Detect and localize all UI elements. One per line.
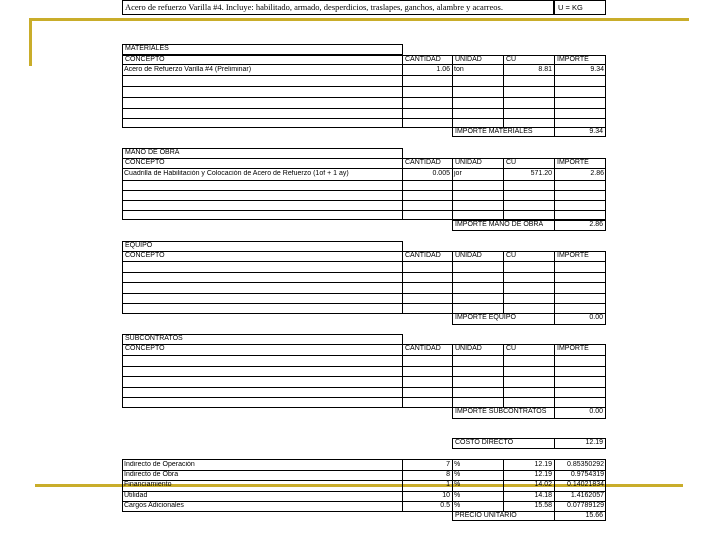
col-cantidad: CANTIDAD bbox=[402, 158, 453, 169]
total-label: IMPORTE SUBCONTRATOS bbox=[452, 407, 555, 419]
col-importe: IMPORTE bbox=[554, 55, 606, 65]
table-row-base: 14.02 bbox=[534, 481, 552, 488]
table-row-importe: 0.85350292 bbox=[567, 461, 604, 468]
table-row-concepto: Financiamiento bbox=[124, 481, 172, 488]
table-row-concepto: Indirecto de Obra bbox=[124, 471, 179, 478]
table-row-cantidad: 1.06 bbox=[436, 66, 450, 73]
table-row-pct: 10 bbox=[442, 492, 450, 499]
col-cantidad: CANTIDAD bbox=[402, 344, 453, 356]
costo-directo-label: COSTO DIRECTO bbox=[452, 438, 555, 449]
total-value: 0.00 bbox=[554, 407, 606, 419]
table-row-base: 15.58 bbox=[534, 502, 552, 509]
precio-unitario-label: PRECIO UNITARIO bbox=[452, 511, 555, 521]
table-row-concepto: Cargos Adicionales bbox=[124, 502, 184, 509]
costo-directo-value: 12.19 bbox=[554, 438, 606, 449]
col-concepto: CONCEPTO bbox=[122, 344, 403, 356]
table-row-unit: % bbox=[454, 502, 461, 509]
table-row-importe: 0.07789129 bbox=[567, 502, 604, 509]
col-importe: IMPORTE bbox=[554, 344, 606, 356]
table-row-unit: % bbox=[454, 461, 461, 468]
total-value: 9.34 bbox=[554, 127, 606, 137]
col-importe: IMPORTE bbox=[554, 251, 606, 262]
col-cu: CU bbox=[503, 55, 555, 65]
col-importe: IMPORTE bbox=[554, 158, 606, 169]
section-heading: SUBCONTRATOS bbox=[122, 334, 403, 345]
col-concepto: CONCEPTO bbox=[122, 55, 403, 65]
total-value: 0.00 bbox=[554, 313, 606, 325]
table-row-concepto: Utilidad bbox=[124, 492, 148, 499]
table-row-importe: 0.14021834 bbox=[567, 481, 604, 488]
activity-unit: U = KG bbox=[554, 0, 606, 15]
table-body bbox=[122, 261, 606, 314]
table-row-unit: % bbox=[454, 492, 461, 499]
activity-title: Acero de refuerzo Varilla #4. Incluye: habilitado, armado, desperdicios, traslapes, ganchos, alambre y acarreos. bbox=[122, 0, 554, 15]
table-body bbox=[122, 355, 606, 408]
col-unidad: UNIDAD bbox=[452, 344, 504, 356]
table-row-base: 12.19 bbox=[534, 471, 552, 478]
table-row-pct: 0.5 bbox=[440, 502, 450, 509]
table-row-concepto: Indirecto de Operación bbox=[124, 461, 195, 468]
col-cu: CU bbox=[503, 251, 555, 262]
table-row-unidad: ton bbox=[454, 66, 464, 73]
table-row-base: 14.18 bbox=[534, 492, 552, 499]
table-row-unit: % bbox=[454, 481, 461, 488]
total-value: 2.86 bbox=[554, 220, 606, 231]
section-heading: MATERIALES bbox=[122, 44, 403, 55]
decor-top-bar bbox=[29, 18, 689, 21]
col-cantidad: CANTIDAD bbox=[402, 55, 453, 65]
col-cu: CU bbox=[503, 344, 555, 356]
table-row-concepto: Cuadrilla de Habilitación y Colocación de Acero de Refuerzo (1of + 1 ay) bbox=[124, 170, 349, 177]
table-row-importe: 2.86 bbox=[590, 170, 604, 177]
table-row-importe: 1.4162057 bbox=[570, 492, 604, 499]
col-cantidad: CANTIDAD bbox=[402, 251, 453, 262]
table-row-cantidad: 0.005 bbox=[432, 170, 450, 177]
table-row-base: 12.19 bbox=[534, 461, 552, 468]
col-concepto: CONCEPTO bbox=[122, 158, 403, 169]
precio-unitario-value: 15.66 bbox=[554, 511, 606, 521]
total-label: IMPORTE EQUIPO bbox=[452, 313, 555, 325]
total-label: IMPORTE MANO DE OBRA bbox=[452, 220, 555, 231]
table-row-pct: 7 bbox=[446, 461, 450, 468]
decor-left-bar bbox=[29, 18, 32, 66]
col-cu: CU bbox=[503, 158, 555, 169]
section-heading: MANO DE OBRA bbox=[122, 148, 403, 159]
table-row-unidad: jor bbox=[454, 170, 462, 177]
section-heading: EQUIPO bbox=[122, 241, 403, 252]
total-label: IMPORTE MATERIALES bbox=[452, 127, 555, 137]
table-row-pct: 1 bbox=[446, 481, 450, 488]
table-row-cu: 8.81 bbox=[538, 66, 552, 73]
col-concepto: CONCEPTO bbox=[122, 251, 403, 262]
table-row-unit: % bbox=[454, 471, 461, 478]
col-unidad: UNIDAD bbox=[452, 251, 504, 262]
table-row-importe: 9.34 bbox=[590, 66, 604, 73]
table-row-concepto: Acero de Refuerzo Varilla #4 (Preliminar) bbox=[124, 66, 252, 73]
col-unidad: UNIDAD bbox=[452, 55, 504, 65]
table-row-pct: 8 bbox=[446, 471, 450, 478]
table-row-importe: 0.9754319 bbox=[570, 471, 604, 478]
table-row-cu: 571.20 bbox=[530, 170, 552, 177]
col-unidad: UNIDAD bbox=[452, 158, 504, 169]
